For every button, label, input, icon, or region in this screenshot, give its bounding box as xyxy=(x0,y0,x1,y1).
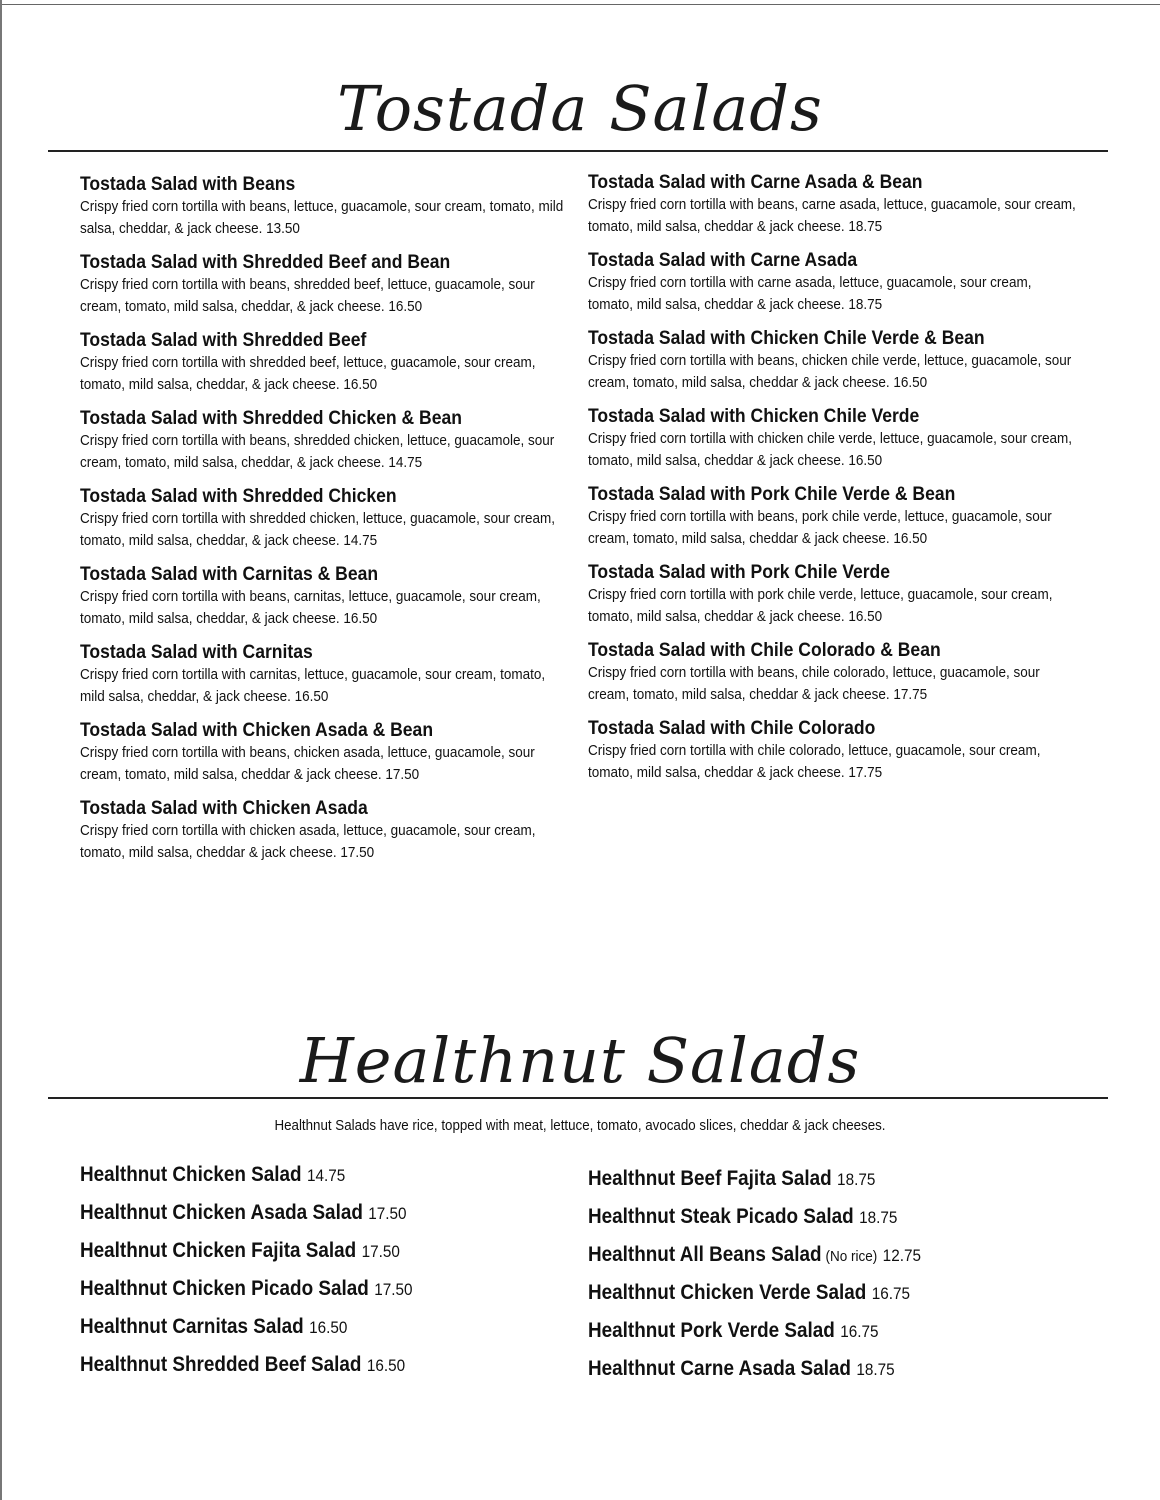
healthnut-item-name: Healthnut Chicken Verde Salad xyxy=(588,1281,867,1304)
left-border xyxy=(0,0,2,1500)
menu-item-name: Tostada Salad with Carnitas & Bean xyxy=(80,563,379,585)
menu-item-description: Crispy fried corn tortilla with shredded beef, lettuce, guacamole, sour cream, tomato, mild salsa, cheddar, & jack cheese. 16.50 xyxy=(80,354,536,393)
menu-item-name: Tostada Salad with Shredded Beef xyxy=(80,329,367,351)
menu-item xyxy=(80,484,580,552)
menu-item-name: Tostada Salad with Pork Chile Verde xyxy=(588,561,891,583)
menu-item-description: Crispy fried corn tortilla with carnitas, lettuce, guacamole, sour cream, tomato, mild salsa, cheddar, & jack cheese. 16.50 xyxy=(80,666,546,705)
menu-item xyxy=(80,172,580,240)
healthnut-item-price: 16.50 xyxy=(309,1318,348,1337)
menu-item-description: Crispy fried corn tortilla with beans, carne asada, lettuce, guacamole, sour cream, tomato, mild salsa, cheddar & jack cheese. 18.75 xyxy=(588,196,1076,235)
healthnut-item xyxy=(80,1315,413,1353)
healthnut-item xyxy=(588,1205,921,1243)
healthnut-divider xyxy=(48,1097,1108,1099)
healthnut-item xyxy=(588,1167,921,1205)
menu-item xyxy=(80,406,580,474)
menu-item-description: Crispy fried corn tortilla with chicken asada, lettuce, guacamole, sour cream, tomato, mild salsa, cheddar & jack cheese. 17.50 xyxy=(80,822,536,861)
menu-item xyxy=(80,250,580,318)
healthnut-item-note: (No rice) xyxy=(825,1248,878,1265)
menu-item xyxy=(588,560,1088,628)
menu-item-name: Tostada Salad with Pork Chile Verde & Bean xyxy=(588,483,956,505)
menu-item-name: Tostada Salad with Carne Asada & Bean xyxy=(588,171,923,193)
healthnut-item xyxy=(588,1357,921,1395)
healthnut-item-name: Healthnut Carne Asada Salad xyxy=(588,1357,851,1380)
healthnut-note: Healthnut Salads have rice, topped with meat, lettuce, tomato, avocado slices, cheddar & jack cheeses. xyxy=(274,1118,886,1134)
healthnut-item-name: Healthnut Shredded Beef Salad xyxy=(80,1353,362,1376)
healthnut-item xyxy=(588,1281,921,1319)
menu-item-description: Crispy fried corn tortilla with chile colorado, lettuce, guacamole, sour cream, tomato, mild salsa, cheddar & jack cheese. 17.75 xyxy=(588,742,1041,781)
menu-item xyxy=(588,248,1088,316)
menu-item-description: Crispy fried corn tortilla with beans, shredded beef, lettuce, guacamole, sour cream, tomato, mild salsa, cheddar, & jack cheese. 16.50 xyxy=(80,276,535,315)
menu-item-name: Tostada Salad with Beans xyxy=(80,173,296,195)
tostada-right-column xyxy=(588,170,1088,794)
healthnut-item xyxy=(80,1353,413,1391)
healthnut-item-name: Healthnut Pork Verde Salad xyxy=(588,1319,835,1342)
menu-item-name: Tostada Salad with Shredded Chicken & Bean xyxy=(80,407,462,429)
healthnut-item-price: 18.75 xyxy=(859,1208,898,1227)
menu-item-name: Tostada Salad with Carne Asada xyxy=(588,249,858,271)
healthnut-section-title: Healthnut Salads xyxy=(299,1024,861,1097)
menu-item-name: Tostada Salad with Shredded Chicken xyxy=(80,485,397,507)
menu-item-description: Crispy fried corn tortilla with beans, chicken chile verde, lettuce, guacamole, sour cream, tomato, mild salsa, cheddar & jack cheese. 16.50 xyxy=(588,352,1072,391)
healthnut-item-name: Healthnut Chicken Salad xyxy=(80,1163,302,1186)
menu-item xyxy=(588,716,1088,784)
healthnut-item-name: Healthnut Chicken Picado Salad xyxy=(80,1277,369,1300)
menu-item xyxy=(80,718,580,786)
healthnut-item-name: Healthnut Beef Fajita Salad xyxy=(588,1167,832,1190)
menu-item-description: Crispy fried corn tortilla with beans, chile colorado, lettuce, guacamole, sour cream, tomato, mild salsa, cheddar & jack cheese. 17.75 xyxy=(588,664,1040,703)
menu-item-description: Crispy fried corn tortilla with pork chile verde, lettuce, guacamole, sour cream, tomato, mild salsa, cheddar & jack cheese. 16.50 xyxy=(588,586,1053,625)
healthnut-item xyxy=(80,1163,413,1201)
menu-item-description: Crispy fried corn tortilla with beans, chicken asada, lettuce, guacamole, sour cream, tomato, mild salsa, cheddar & jack cheese. 17.50 xyxy=(80,744,535,783)
healthnut-item xyxy=(588,1243,921,1281)
healthnut-item-name: Healthnut Carnitas Salad xyxy=(80,1315,304,1338)
menu-item-name: Tostada Salad with Shredded Beef and Bean xyxy=(80,251,451,273)
healthnut-item-price: 12.75 xyxy=(882,1246,921,1265)
healthnut-item xyxy=(80,1277,413,1315)
healthnut-item-price: 16.50 xyxy=(366,1356,406,1375)
healthnut-item-price: 17.50 xyxy=(368,1204,407,1223)
healthnut-item-price: 14.75 xyxy=(306,1166,346,1185)
menu-item-name: Tostada Salad with Chicken Asada xyxy=(80,797,368,819)
menu-item-description: Crispy fried corn tortilla with shredded chicken, lettuce, guacamole, sour cream, tomato, mild salsa, cheddar, & jack cheese. 14.75 xyxy=(80,510,555,549)
menu-item xyxy=(80,640,580,708)
menu-item-name: Tostada Salad with Chile Colorado & Bean xyxy=(588,639,941,661)
menu-item xyxy=(80,562,580,630)
tostada-divider xyxy=(48,150,1108,152)
healthnut-item-name: Healthnut Chicken Fajita Salad xyxy=(80,1239,357,1262)
menu-item-description: Crispy fried corn tortilla with carne asada, lettuce, guacamole, sour cream, tomato, mild salsa, cheddar & jack cheese. 18.75 xyxy=(588,274,1032,313)
healthnut-item-price: 18.75 xyxy=(837,1170,876,1189)
healthnut-item-name: Healthnut Steak Picado Salad xyxy=(588,1205,854,1228)
menu-item xyxy=(588,326,1088,394)
menu-item xyxy=(588,170,1088,238)
healthnut-item xyxy=(588,1319,921,1357)
healthnut-item xyxy=(80,1239,413,1277)
tostada-section-title: Tostada Salads xyxy=(337,72,823,145)
healthnut-item-price: 16.75 xyxy=(871,1284,911,1303)
healthnut-item-name: Healthnut All Beans Salad xyxy=(588,1243,822,1266)
menu-item xyxy=(80,796,580,864)
healthnut-item-price: 17.50 xyxy=(361,1242,400,1261)
menu-item xyxy=(80,328,580,396)
healthnut-item xyxy=(80,1201,413,1239)
healthnut-item-price: 16.75 xyxy=(840,1322,879,1341)
menu-item xyxy=(588,404,1088,472)
menu-item-description: Crispy fried corn tortilla with beans, carnitas, lettuce, guacamole, sour cream, tomato, mild salsa, cheddar, & jack cheese. 16.50 xyxy=(80,588,541,627)
menu-item xyxy=(588,482,1088,550)
menu-item-name: Tostada Salad with Carnitas xyxy=(80,641,313,663)
menu-item-description: Crispy fried corn tortilla with beans, pork chile verde, lettuce, guacamole, sour cream, tomato, mild salsa, cheddar & jack cheese. 16.50 xyxy=(588,508,1052,547)
healthnut-left-column xyxy=(80,1163,449,1391)
healthnut-item-name: Healthnut Chicken Asada Salad xyxy=(80,1201,363,1224)
menu-item-name: Tostada Salad with Chicken Chile Verde & Bean xyxy=(588,327,985,349)
tostada-left-column xyxy=(80,172,580,874)
healthnut-item-price: 18.75 xyxy=(856,1360,895,1379)
menu-item-name: Tostada Salad with Chicken Asada & Bean xyxy=(80,719,434,741)
healthnut-right-column xyxy=(588,1167,958,1395)
menu-item-description: Crispy fried corn tortilla with chicken chile verde, lettuce, guacamole, sour cream, tomato, mild salsa, cheddar & jack cheese. 16.50 xyxy=(588,430,1072,469)
menu-item-description: Crispy fried corn tortilla with beans, lettuce, guacamole, sour cream, tomato, mild salsa, cheddar, & jack cheese. 13.50 xyxy=(80,198,564,237)
healthnut-item-price: 17.50 xyxy=(374,1280,413,1299)
menu-item xyxy=(588,638,1088,706)
menu-item-name: Tostada Salad with Chile Colorado xyxy=(588,717,876,739)
menu-item-description: Crispy fried corn tortilla with beans, shredded chicken, lettuce, guacamole, sour cream, tomato, mild salsa, cheddar, & jack cheese. 14.75 xyxy=(80,432,555,471)
top-border xyxy=(0,4,1160,5)
menu-item-name: Tostada Salad with Chicken Chile Verde xyxy=(588,405,920,427)
